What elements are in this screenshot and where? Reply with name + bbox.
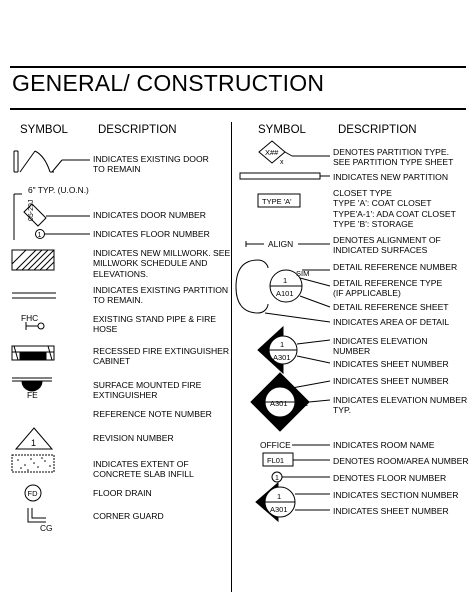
detail-reference-sheet-desc: DETAIL REFERENCE SHEET [333, 302, 449, 312]
section-num-label: 1 [277, 492, 282, 501]
floor-drain-desc: FLOOR DRAIN [93, 488, 152, 498]
partition-tag-label: X## [265, 148, 279, 157]
multi-elev-num-label: 1 [304, 399, 309, 408]
partition-x-label: x [280, 159, 284, 166]
floor-number-right-desc: DENOTES FLOOR NUMBER [333, 473, 447, 483]
multi-elev-number-desc: INDICATES ELEVATION NUMBER TYP. [333, 395, 468, 416]
corner-guard-desc: CORNER GUARD [93, 511, 164, 521]
door-number-symbol [14, 194, 90, 240]
surface-extinguisher-desc: SURFACE MOUNTED FIRE EXTINGUISHER [93, 380, 202, 401]
section-sheet-desc: INDICATES SHEET NUMBER [333, 506, 449, 516]
recessed-extinguisher-desc: RECESSED FIRE EXTINGUISHER CABINET [93, 346, 230, 367]
new-partition-desc: INDICATES NEW PARTITION [333, 172, 449, 182]
fhc-label: FHC [21, 313, 39, 323]
sim-label: SIM [296, 269, 310, 278]
closet-type-desc: CLOSET TYPE TYPE 'A': COAT CLOSET TYPE'A-1': ADA COAT CLOSET TYPE 'B': STORAGE [333, 188, 456, 230]
room-name-desc: INDICATES ROOM NAME [333, 440, 435, 450]
revision-number-desc: REVISION NUMBER [93, 433, 174, 443]
closet-tag-label: TYPE 'A' [262, 197, 292, 206]
existing-partition-desc: INDICATES EXISTING PARTITION TO REMAIN. [93, 285, 229, 306]
alignment-desc: DENOTES ALIGNMENT OF INDICATED SURFACES [333, 235, 441, 256]
section-number-desc: INDICATES SECTION NUMBER [333, 490, 459, 500]
cg-label: CG [40, 523, 53, 533]
elev-sheet-label: A301 [273, 353, 291, 362]
elevation-symbol [258, 327, 330, 373]
multi-elevation-symbol [251, 373, 330, 431]
floor-digit-label: 1 [37, 232, 42, 239]
section-sheet-label: A301 [270, 505, 288, 514]
fe-label: FE [27, 390, 38, 400]
standpipe-desc: EXISTING STAND PIPE & FIRE HOSE [93, 314, 217, 335]
detail-reference-desc: DETAIL REFERENCE NUMBER [333, 262, 458, 272]
section-symbol [256, 483, 330, 521]
floor-number-desc: INDICATES FLOOR NUMBER [93, 229, 210, 239]
left-description-header: DESCRIPTION [98, 124, 177, 136]
room-area-desc: DENOTES ROOM/AREA NUMBER [333, 456, 469, 466]
partition-type-desc: DENOTES PARTITION TYPE. SEE PARTITION TYPE SHEET [333, 147, 454, 168]
right-symbol-header: SYMBOL [258, 124, 306, 136]
existing-door-symbol [14, 151, 90, 172]
detail-sheet-label: A101 [276, 289, 294, 298]
reference-note-desc: REFERENCE NOTE NUMBER [93, 409, 212, 419]
concrete-infill-desc: INDICATES EXTENT OF CONCRETE SLAB INFILL [93, 459, 194, 480]
room-floor-label: 1 [275, 475, 279, 482]
elevation-number-desc: INDICATES ELEVATION NUMBER [333, 336, 428, 357]
revision-label: 1 [31, 438, 37, 448]
recessed-extinguisher-symbol [12, 346, 54, 360]
typ-label: 6" TYP. (U.O.N.) [28, 185, 89, 195]
office-label: OFFICE [260, 440, 291, 450]
new-partition-symbol [240, 173, 330, 179]
elevation-sheet-desc: INDICATES SHEET NUMBER [333, 359, 449, 369]
multi-elev-sheet-label: A301 [270, 399, 288, 408]
door-number-desc: INDICATES DOOR NUMBER [93, 210, 206, 220]
area-of-detail-desc: INDICATES AREA OF DETAIL [333, 317, 450, 327]
existing-door-desc: INDICATES EXISTING DOOR TO REMAIN [93, 154, 209, 175]
millwork-symbol [12, 250, 54, 270]
standpipe-symbol [26, 322, 44, 330]
concrete-infill-symbol [12, 455, 54, 472]
detail-num-label: 1 [283, 276, 288, 285]
existing-partition-symbol [12, 293, 56, 298]
page-title: GENERAL/ CONSTRUCTION [12, 70, 325, 96]
corner-guard-symbol [28, 508, 46, 522]
elev-num-label: 1 [280, 340, 285, 349]
room-num-label: FL01 [267, 456, 285, 465]
fd-label: FD [27, 489, 38, 498]
multi-elev-sheet-desc: INDICATES SHEET NUMBER [333, 376, 449, 386]
new-millwork-desc: INDICATES NEW MILLWORK. SEE MILLWORK SCHEDULE AND ELEVATIONS. [93, 248, 231, 279]
detail-reference-type-desc: DETAIL REFERENCE TYPE (IF APPLICABLE) [333, 278, 443, 299]
right-description-header: DESCRIPTION [338, 124, 417, 136]
left-symbol-header: SYMBOL [20, 124, 68, 136]
align-label: ALIGN [268, 239, 294, 249]
door-tag-label: 05-29J [28, 199, 35, 221]
